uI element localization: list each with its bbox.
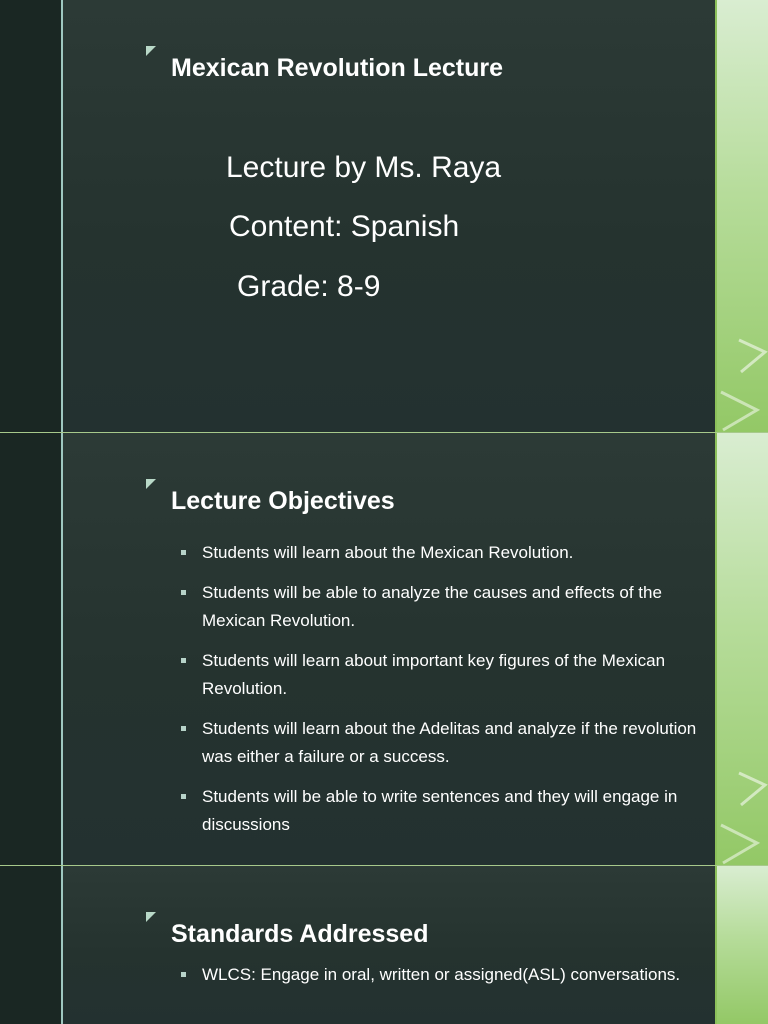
left-band	[0, 866, 61, 1024]
grade-line: Grade: 8-9	[237, 270, 381, 303]
standards-list	[181, 961, 701, 1001]
square-bullet-icon	[181, 794, 186, 799]
right-decor-panel	[717, 866, 768, 1024]
slide-title-heading: Lecture Objectives	[171, 487, 395, 515]
left-accent-line	[61, 0, 63, 432]
corner-flag-icon	[146, 912, 156, 922]
list-item-text: Students will learn about the Adelitas and analyze if the revolution was either a failure or a success.	[202, 719, 697, 766]
left-band	[0, 0, 61, 432]
right-decor-panel	[717, 0, 768, 432]
chevron-right-icon	[717, 433, 768, 865]
list-item	[181, 579, 701, 635]
square-bullet-icon	[181, 550, 186, 555]
slide-title-heading: Standards Addressed	[171, 920, 429, 948]
list-item-text: WLCS: Engage in oral, written or assigned(ASL) conversations.	[202, 965, 681, 984]
lecturer-line: Lecture by Ms. Raya	[226, 151, 502, 184]
list-item-text: Students will be able to analyze the causes and effects of the Mexican Revolution.	[202, 583, 662, 630]
slide-standards	[0, 866, 768, 1024]
list-item	[181, 783, 701, 839]
corner-flag-icon	[146, 46, 156, 56]
objectives-list	[181, 539, 701, 851]
square-bullet-icon	[181, 590, 186, 595]
slide-objectives	[0, 433, 768, 865]
right-decor-panel	[717, 433, 768, 865]
list-item	[181, 647, 701, 703]
square-bullet-icon	[181, 726, 186, 731]
chevron-right-icon	[717, 0, 768, 432]
left-accent-line	[61, 866, 63, 1024]
list-item-text: Students will learn about important key figures of the Mexican Revolution.	[202, 651, 666, 698]
corner-flag-icon	[146, 479, 156, 489]
left-accent-line	[61, 433, 63, 865]
square-bullet-icon	[181, 658, 186, 663]
slide-title-heading: Mexican Revolution Lecture	[171, 54, 504, 82]
list-item	[181, 715, 701, 771]
left-band	[0, 433, 61, 865]
list-item-text: Students will be able to write sentences and they will engage in discussions	[202, 787, 678, 834]
square-bullet-icon	[181, 972, 186, 977]
list-item	[181, 539, 701, 567]
slide-title	[0, 0, 768, 432]
list-item	[181, 961, 701, 989]
list-item-text: Students will learn about the Mexican Revolution.	[202, 543, 574, 562]
content-line: Content: Spanish	[229, 210, 460, 243]
